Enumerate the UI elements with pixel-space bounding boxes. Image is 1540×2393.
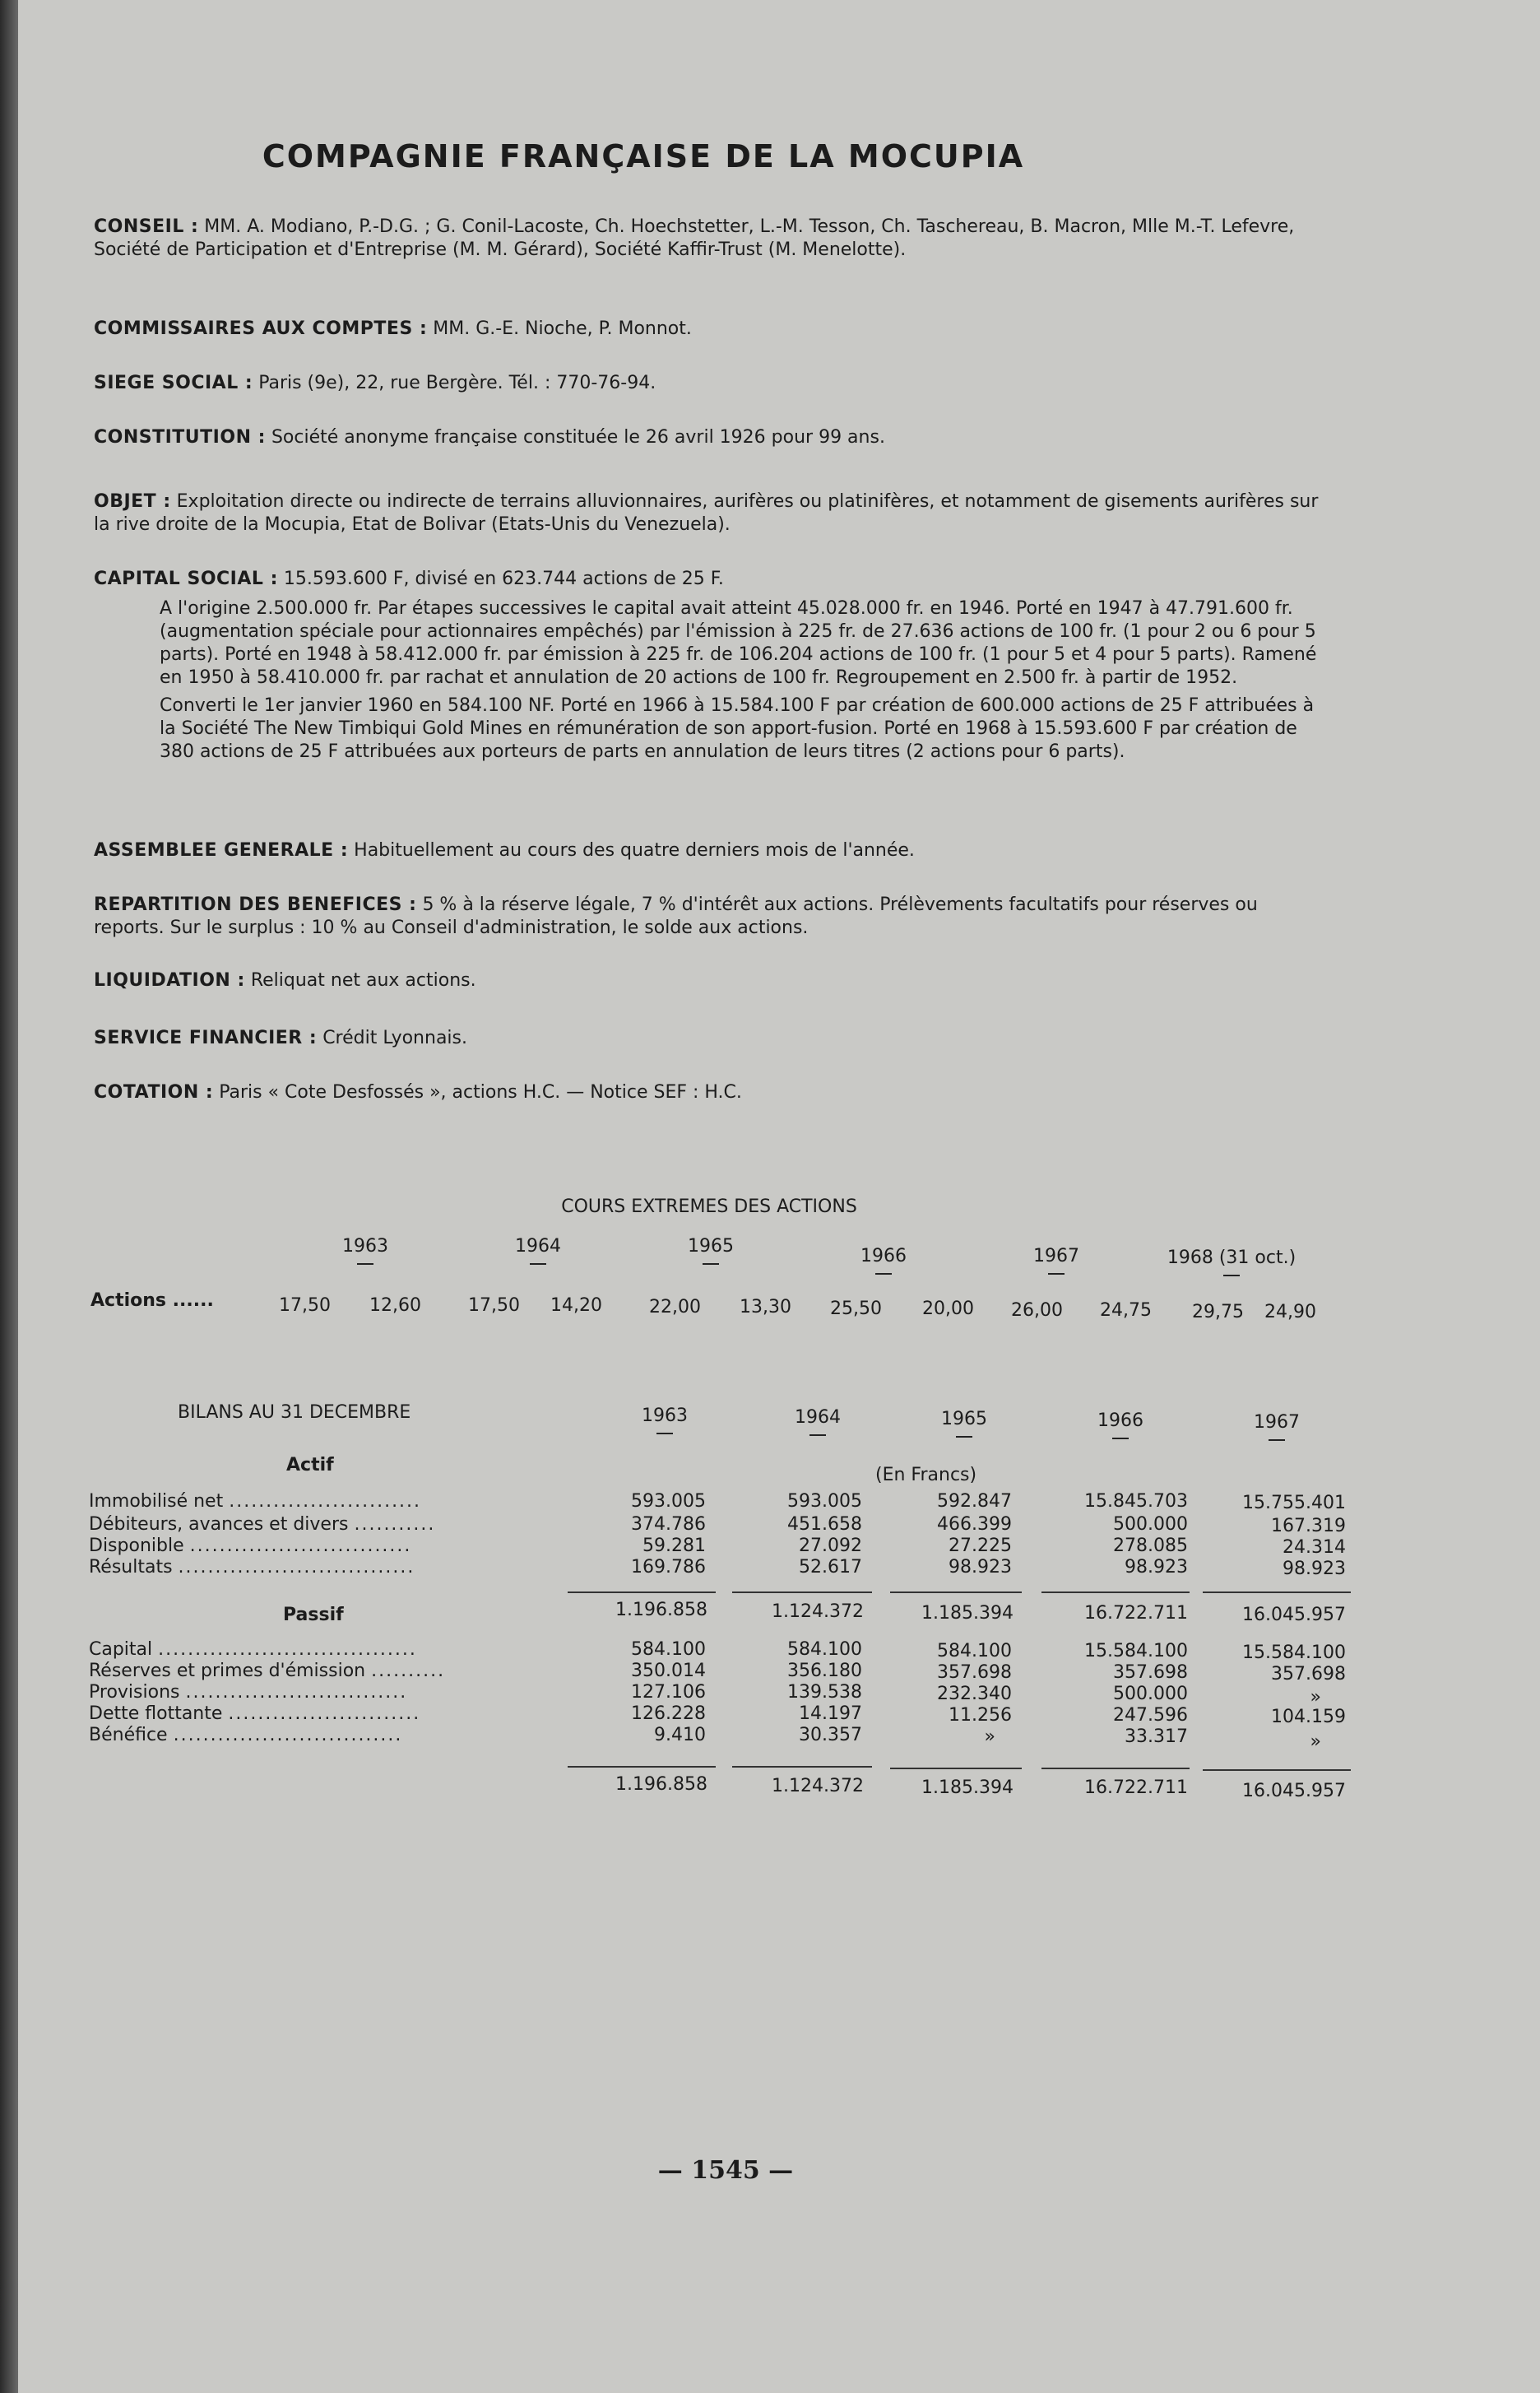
passif-total: 1.185.394 bbox=[921, 1777, 1014, 1798]
actif-cell: 500.000 bbox=[1113, 1514, 1188, 1535]
section-liquidation bbox=[94, 969, 1328, 992]
cours-year: 1964 bbox=[480, 1236, 596, 1265]
constitution-text: Société anonyme française constituée le 26 avril 1926 pour 99 ans. bbox=[271, 427, 885, 448]
actif-heading: Actif bbox=[286, 1455, 334, 1475]
actif-cell: 15.845.703 bbox=[1084, 1491, 1188, 1512]
actif-cell: 52.617 bbox=[799, 1557, 862, 1578]
commissaires-label: COMMISSAIRES AUX COMPTES : bbox=[94, 318, 428, 339]
repartition-text: 5 % à la réserve légale, 7 % d'intérêt aux actions. Prélèvements facultatifs pour réserves ou reports. Sur le surplus : 10 % au Conseil d'administration, le solde aux actions. bbox=[94, 894, 1258, 938]
actif-cell: 98.923 bbox=[949, 1557, 1012, 1578]
passif-cell: 247.596 bbox=[1113, 1705, 1188, 1726]
total-rule bbox=[1203, 1591, 1351, 1593]
passif-row-label: Bénéfice ............................... bbox=[89, 1725, 403, 1745]
passif-cell: 357.698 bbox=[1271, 1664, 1346, 1684]
section-repartition bbox=[94, 894, 1328, 940]
actif-row-label: Débiteurs, avances et divers ........... bbox=[89, 1514, 436, 1535]
section-siege bbox=[94, 372, 1328, 395]
passif-cell: 350.014 bbox=[631, 1661, 706, 1681]
passif-heading: Passif bbox=[283, 1605, 344, 1625]
cours-year: 1965 bbox=[653, 1236, 768, 1265]
cours-title: COURS EXTREMES DES ACTIONS bbox=[561, 1196, 857, 1217]
passif-table bbox=[89, 1639, 1356, 1763]
passif-cell: 126.228 bbox=[631, 1703, 706, 1724]
total-rule bbox=[568, 1591, 716, 1593]
actif-row-label: Disponible .............................. bbox=[89, 1536, 412, 1556]
conseil-label: CONSEIL : bbox=[94, 216, 199, 237]
capital-para-2: Converti le 1er janvier 1960 en 584.100 NF. Porté en 1966 à 15.584.100 F par création de 600.000 actions de 25 F attribuées à la Société The New Timbiqui Gold Mines en rémunération de son apport-fusion. Porté en 1968 à 15.593.600 F par création de 380 actions de 25 F attribuées aux porteurs de parts en annulation de leurs titres (2 actions pour 6 parts). bbox=[160, 695, 1315, 762]
passif-total: 16.722.711 bbox=[1084, 1777, 1188, 1798]
service-text: Crédit Lyonnais. bbox=[322, 1028, 467, 1048]
section-capital bbox=[94, 568, 1328, 591]
capital-para-1: A l'origine 2.500.000 fr. Par étapes successives le capital avait atteint 45.028.000 fr. en 1946. Porté en 1947 à 47.791.600 fr. (augmentation spéciale pour actionnaires empêchés) par l'émission à 225 fr. de 27.636 actions de 100 fr. (1 pour 2 ou 6 pour 5 parts). Porté en 1948 à 58.412.000 fr. par émission à 225 fr. de 106.204 actions de 100 fr. (1 pour 5 et 4 pour 5 parts). Ramené en 1950 à 58.410.000 fr. par rachat et annulation de 20 actions de 100 fr. Regroupement en 2.500 fr. à partir de 1952. bbox=[160, 598, 1317, 688]
bilans-year: 1967 bbox=[1219, 1412, 1334, 1441]
passif-cell: 15.584.100 bbox=[1242, 1643, 1346, 1663]
total-rule bbox=[568, 1766, 716, 1768]
passif-cell: 232.340 bbox=[937, 1684, 1012, 1704]
cours-value: 14,20 bbox=[550, 1295, 602, 1316]
commissaires-text: MM. G.-E. Nioche, P. Monnot. bbox=[433, 318, 692, 339]
bilans-title: BILANS AU 31 DECEMBRE bbox=[178, 1402, 411, 1423]
actif-cell: 59.281 bbox=[642, 1536, 706, 1556]
passif-cell: » bbox=[984, 1726, 995, 1747]
bilans-year: 1965 bbox=[907, 1409, 1022, 1438]
passif-total: 16.045.957 bbox=[1242, 1781, 1346, 1801]
passif-cell: 104.159 bbox=[1271, 1707, 1346, 1727]
siege-label: SIEGE SOCIAL : bbox=[94, 373, 253, 393]
actif-cell: 169.786 bbox=[631, 1557, 706, 1578]
passif-cell: » bbox=[1310, 1731, 1321, 1752]
cours-value: 22,00 bbox=[649, 1297, 701, 1317]
passif-cell: 584.100 bbox=[937, 1641, 1012, 1661]
total-rule bbox=[1203, 1769, 1351, 1771]
objet-label: OBJET : bbox=[94, 491, 171, 512]
cours-value: 13,30 bbox=[740, 1297, 791, 1317]
actif-cell: 27.092 bbox=[799, 1536, 862, 1556]
cotation-text: Paris « Cote Desfossés », actions H.C. — Notice SEF : H.C. bbox=[219, 1082, 742, 1103]
actif-cell: 593.005 bbox=[787, 1491, 862, 1512]
section-conseil bbox=[94, 216, 1328, 262]
passif-cell: 30.357 bbox=[799, 1725, 862, 1745]
actif-total: 1.185.394 bbox=[921, 1603, 1014, 1624]
passif-cell: 11.256 bbox=[949, 1705, 1012, 1726]
capital-label: CAPITAL SOCIAL : bbox=[94, 569, 278, 589]
actif-total: 16.045.957 bbox=[1242, 1605, 1346, 1625]
cotation-label: COTATION : bbox=[94, 1082, 214, 1103]
total-rule bbox=[732, 1766, 872, 1768]
cours-value: 24,90 bbox=[1264, 1302, 1316, 1322]
total-rule bbox=[732, 1591, 872, 1593]
cours-value: 29,75 bbox=[1192, 1302, 1244, 1322]
actif-cell: 24.314 bbox=[1283, 1537, 1346, 1558]
actif-cell: 451.658 bbox=[787, 1514, 862, 1535]
actif-table bbox=[89, 1491, 1356, 1588]
cours-year: 1967 bbox=[999, 1246, 1114, 1275]
capital-history bbox=[160, 597, 1328, 769]
cours-year: 1963 bbox=[308, 1236, 423, 1265]
conseil-text: MM. A. Modiano, P.-D.G. ; G. Conil-Lacoste, Ch. Hoechstetter, L.-M. Tesson, Ch. Taschereau, B. Macron, Mlle M.-T. Lefevre, Société de Participation et d'Entreprise (M. M. Gérard), Société Kaffir-Trust (M. Menelotte). bbox=[94, 216, 1295, 260]
total-rule bbox=[1041, 1768, 1190, 1769]
assemblee-text: Habituellement au cours des quatre derniers mois de l'année. bbox=[354, 840, 915, 861]
actif-cell: 374.786 bbox=[631, 1514, 706, 1535]
section-service bbox=[94, 1027, 1328, 1050]
actif-cell: 593.005 bbox=[631, 1491, 706, 1512]
bilans-year: 1964 bbox=[760, 1407, 875, 1436]
actif-cell: 98.923 bbox=[1283, 1559, 1346, 1579]
passif-cell: 357.698 bbox=[937, 1662, 1012, 1683]
cours-year: 1966 bbox=[826, 1246, 941, 1275]
section-objet bbox=[94, 490, 1328, 537]
bilans-unit: (En Francs) bbox=[875, 1465, 977, 1485]
section-assemblee bbox=[94, 839, 1328, 862]
passif-cell: 14.197 bbox=[799, 1703, 862, 1724]
passif-cell: 356.180 bbox=[787, 1661, 862, 1681]
assemblee-label: ASSEMBLEE GENERALE : bbox=[94, 840, 349, 861]
passif-cell: 139.538 bbox=[787, 1682, 862, 1703]
actif-cell: 278.085 bbox=[1113, 1536, 1188, 1556]
cours-value: 20,00 bbox=[922, 1299, 974, 1319]
passif-row-label: Réserves et primes d'émission .......... bbox=[89, 1661, 446, 1681]
actif-row-label: Résultats ................................ bbox=[89, 1557, 415, 1578]
bilans-year: 1966 bbox=[1063, 1410, 1178, 1439]
cours-value: 12,60 bbox=[369, 1295, 421, 1316]
liquidation-text: Reliquat net aux actions. bbox=[250, 970, 476, 991]
passif-cell: » bbox=[1310, 1687, 1321, 1708]
total-rule bbox=[1041, 1591, 1190, 1593]
objet-text: Exploitation directe ou indirecte de terrains alluvionnaires, aurifères ou platinifères, et notamment de gisements aurifères sur la rive droite de la Mocupia, Etat de Bolivar (Etats-Unis du Venezuela). bbox=[94, 491, 1319, 535]
passif-total: 1.196.858 bbox=[615, 1774, 707, 1795]
passif-cell: 33.317 bbox=[1125, 1726, 1188, 1747]
passif-cell: 584.100 bbox=[631, 1639, 706, 1660]
passif-row-label: Dette flottante .......................... bbox=[89, 1703, 421, 1724]
actif-row-label: Immobilisé net .......................... bbox=[89, 1491, 422, 1512]
passif-cell: 9.410 bbox=[654, 1725, 706, 1745]
page-title: COMPAGNIE FRANÇAISE DE LA MOCUPIA bbox=[262, 138, 1025, 174]
cours-value: 17,50 bbox=[468, 1295, 520, 1316]
cours-row-label: Actions ...... bbox=[90, 1290, 214, 1311]
cours-value: 17,50 bbox=[279, 1295, 331, 1316]
actif-cell: 167.319 bbox=[1271, 1516, 1346, 1536]
cours-value: 25,50 bbox=[830, 1299, 882, 1319]
liquidation-label: LIQUIDATION : bbox=[94, 970, 245, 991]
section-constitution bbox=[94, 426, 1328, 449]
actif-cell: 466.399 bbox=[937, 1514, 1012, 1535]
actif-cell: 27.225 bbox=[949, 1536, 1012, 1556]
actif-total: 1.196.858 bbox=[615, 1600, 707, 1620]
cours-value: 24,75 bbox=[1100, 1300, 1152, 1321]
siege-text: Paris (9e), 22, rue Bergère. Tél. : 770-76-94. bbox=[258, 373, 656, 393]
cours-year: 1968 (31 oct.) bbox=[1145, 1248, 1318, 1276]
actif-cell: 592.847 bbox=[937, 1491, 1012, 1512]
passif-cell: 127.106 bbox=[631, 1682, 706, 1703]
bilans-year: 1963 bbox=[607, 1406, 722, 1434]
passif-cell: 357.698 bbox=[1113, 1662, 1188, 1683]
passif-row-label: Capital ................................... bbox=[89, 1639, 417, 1660]
total-rule bbox=[890, 1591, 1022, 1593]
actif-total: 16.722.711 bbox=[1084, 1603, 1188, 1624]
constitution-label: CONSTITUTION : bbox=[94, 427, 266, 448]
passif-cell: 15.584.100 bbox=[1084, 1641, 1188, 1661]
service-label: SERVICE FINANCIER : bbox=[94, 1028, 318, 1048]
passif-total: 1.124.372 bbox=[772, 1776, 864, 1796]
actif-total: 1.124.372 bbox=[772, 1601, 864, 1622]
total-rule bbox=[890, 1768, 1022, 1769]
document-page bbox=[18, 0, 1540, 2393]
section-cotation bbox=[94, 1081, 1328, 1104]
book-spine bbox=[0, 0, 18, 2393]
page-number: — 1545 — bbox=[657, 2156, 794, 2185]
passif-cell: 584.100 bbox=[787, 1639, 862, 1660]
repartition-label: REPARTITION DES BENEFICES : bbox=[94, 894, 417, 915]
cours-value: 26,00 bbox=[1011, 1300, 1063, 1321]
capital-text: 15.593.600 F, divisé en 623.744 actions de 25 F. bbox=[283, 569, 724, 589]
passif-cell: 500.000 bbox=[1113, 1684, 1188, 1704]
actif-cell: 98.923 bbox=[1125, 1557, 1188, 1578]
passif-row-label: Provisions .............................. bbox=[89, 1682, 408, 1703]
section-commissaires bbox=[94, 318, 1328, 341]
actif-cell: 15.755.401 bbox=[1242, 1493, 1346, 1513]
